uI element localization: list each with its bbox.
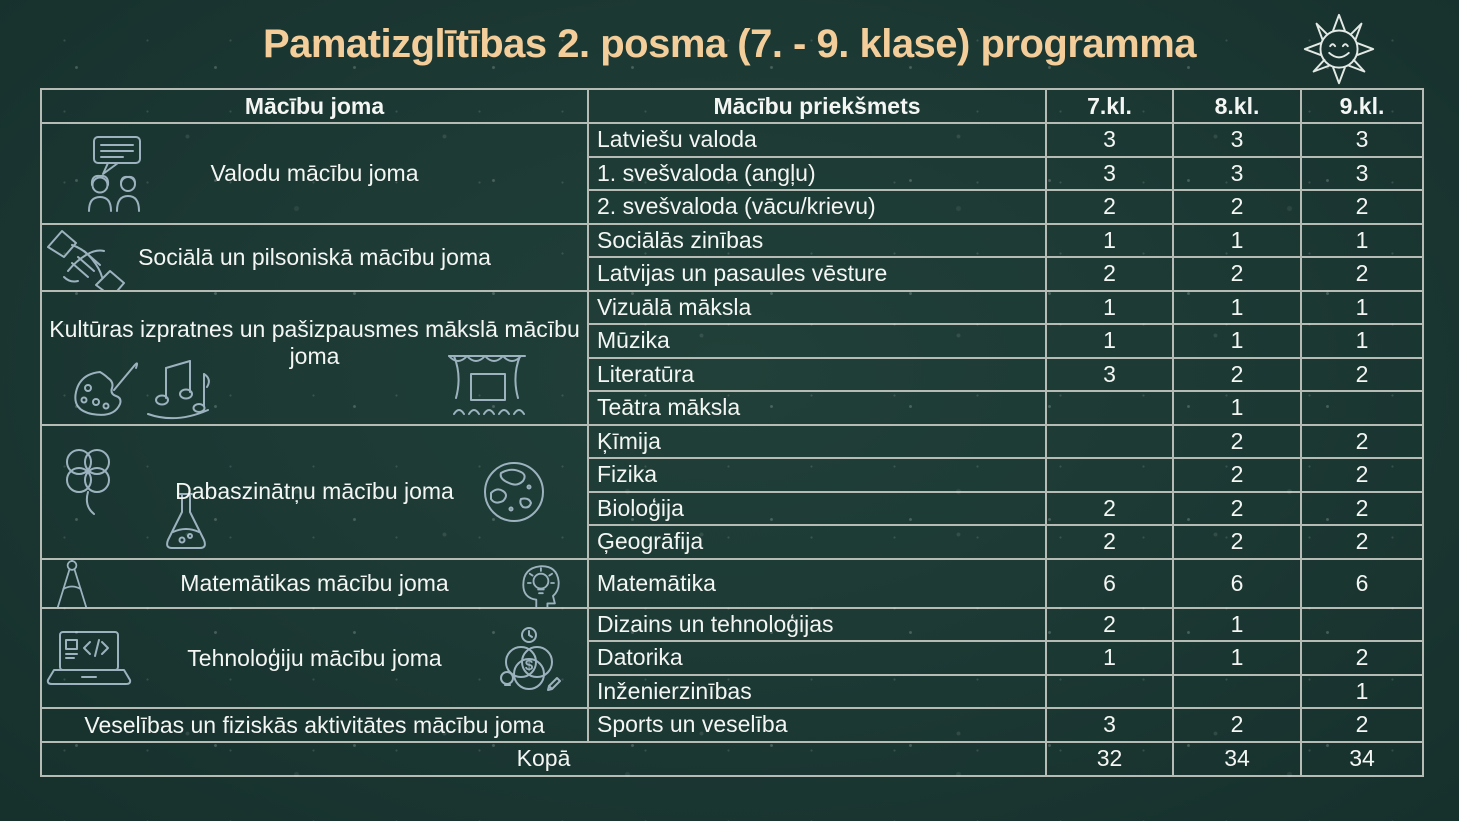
area-cell-tehnologiju (41, 608, 588, 709)
subject-cell: Sociālās zinības (588, 224, 1046, 258)
subject-cell: Dizains un tehnoloģijas (588, 608, 1046, 642)
area-label: Kultūras izpratnes un pašizpausmes mākslā mācību joma (49, 316, 580, 369)
grade8-cell: 1 (1173, 224, 1301, 258)
area-cell-sociala (41, 224, 588, 291)
grade8-cell: 2 (1173, 525, 1301, 559)
area-cell-kulturas (41, 291, 588, 425)
table-row (41, 708, 1423, 742)
grade8-cell: 2 (1173, 425, 1301, 459)
total-row (41, 742, 1423, 776)
table-row (41, 608, 1423, 642)
grade8-cell: 1 (1173, 391, 1301, 425)
total-grade8-cell: 34 (1173, 742, 1301, 776)
grade9-cell: 2 (1301, 190, 1423, 224)
grade9-cell: 6 (1301, 559, 1423, 608)
area-label: Tehnoloģiju mācību joma (187, 644, 442, 671)
grade8-cell: 1 (1173, 324, 1301, 358)
area-label: Matemātikas mācību joma (180, 569, 449, 596)
grade8-cell: 2 (1173, 492, 1301, 526)
grade7-cell: 3 (1046, 123, 1173, 157)
grade8-cell: 2 (1173, 458, 1301, 492)
area-label: Sociālā un pilsoniskā mācību joma (138, 243, 491, 270)
table-row (41, 224, 1423, 258)
grade9-cell (1301, 608, 1423, 642)
grade9-cell: 1 (1301, 224, 1423, 258)
grade8-cell: 2 (1173, 257, 1301, 291)
grade9-cell: 2 (1301, 257, 1423, 291)
grade8-cell: 1 (1173, 641, 1301, 675)
area-label: Veselības un fiziskās aktivitātes mācību joma (84, 711, 545, 738)
grade7-cell: 2 (1046, 190, 1173, 224)
grade8-cell: 1 (1173, 291, 1301, 325)
grade8-cell: 6 (1173, 559, 1301, 608)
grade9-cell: 3 (1301, 123, 1423, 157)
grade9-cell: 2 (1301, 358, 1423, 392)
grade9-cell: 2 (1301, 458, 1423, 492)
subject-cell: 2. svešvaloda (vācu/krievu) (588, 190, 1046, 224)
grade7-cell (1046, 391, 1173, 425)
svg-text:$: $ (524, 656, 534, 674)
grade7-cell (1046, 675, 1173, 709)
grade7-cell: 6 (1046, 559, 1173, 608)
subject-cell: Latvijas un pasaules vēsture (588, 257, 1046, 291)
area-cell-valodu (41, 123, 588, 224)
grade9-cell: 2 (1301, 525, 1423, 559)
grade9-cell: 2 (1301, 641, 1423, 675)
area-cell-dabaszinatnu (41, 425, 588, 559)
grade7-cell: 3 (1046, 358, 1173, 392)
grade9-cell: 1 (1301, 324, 1423, 358)
grade8-cell: 2 (1173, 190, 1301, 224)
table-row (41, 291, 1423, 325)
total-label-cell: Kopā (41, 742, 1046, 776)
curriculum-table (40, 88, 1424, 777)
subject-cell: Ķīmija (588, 425, 1046, 459)
table-row (41, 425, 1423, 459)
grade8-cell: 3 (1173, 157, 1301, 191)
subject-cell: Teātra māksla (588, 391, 1046, 425)
grade7-cell: 2 (1046, 608, 1173, 642)
grade8-cell: 1 (1173, 608, 1301, 642)
grade7-cell: 1 (1046, 324, 1173, 358)
subject-cell: Mūzika (588, 324, 1046, 358)
grade7-cell (1046, 458, 1173, 492)
header-grade9: 9.kl. (1301, 89, 1423, 123)
grade9-cell: 1 (1301, 291, 1423, 325)
subject-cell: Ģeogrāfija (588, 525, 1046, 559)
subject-cell: Inženierzinības (588, 675, 1046, 709)
header-grade7: 7.kl. (1046, 89, 1173, 123)
grade8-cell: 3 (1173, 123, 1301, 157)
subject-cell: 1. svešvaloda (angļu) (588, 157, 1046, 191)
area-label: Dabaszinātņu mācību joma (175, 478, 454, 505)
grade9-cell: 1 (1301, 675, 1423, 709)
area-cell-matematikas (41, 559, 588, 608)
header-subject: Mācību priekšmets (588, 89, 1046, 123)
total-grade9-cell: 34 (1301, 742, 1423, 776)
grade7-cell: 1 (1046, 291, 1173, 325)
page-title: Pamatizglītības 2. posma (7. - 9. klase) programma (262, 22, 1197, 66)
subject-cell: Fizika (588, 458, 1046, 492)
subject-cell: Latviešu valoda (588, 123, 1046, 157)
grade9-cell: 3 (1301, 157, 1423, 191)
sun-smiley-icon (1298, 10, 1380, 92)
grade9-cell: 2 (1301, 425, 1423, 459)
grade8-cell: 2 (1173, 358, 1301, 392)
subject-cell: Datorika (588, 641, 1046, 675)
subject-cell: Vizuālā māksla (588, 291, 1046, 325)
table-row (41, 123, 1423, 157)
grade9-cell (1301, 391, 1423, 425)
total-grade7-cell: 32 (1046, 742, 1173, 776)
grade9-cell: 2 (1301, 492, 1423, 526)
subject-cell: Sports un veselība (588, 708, 1046, 742)
grade7-cell: 3 (1046, 157, 1173, 191)
grade7-cell: 2 (1046, 525, 1173, 559)
subject-cell: Literatūra (588, 358, 1046, 392)
grade7-cell: 3 (1046, 708, 1173, 742)
subject-cell: Bioloģija (588, 492, 1046, 526)
grade8-cell: 2 (1173, 708, 1301, 742)
grade8-cell (1173, 675, 1301, 709)
area-label: Valodu mācību joma (210, 160, 419, 187)
grade7-cell: 2 (1046, 257, 1173, 291)
grade7-cell (1046, 425, 1173, 459)
subject-cell: Matemātika (588, 559, 1046, 608)
grade9-cell: 2 (1301, 708, 1423, 742)
grade7-cell: 2 (1046, 492, 1173, 526)
header-area: Mācību joma (41, 89, 588, 123)
header-row (41, 89, 1423, 123)
header-grade8: 8.kl. (1173, 89, 1301, 123)
table-row (41, 559, 1423, 608)
grade7-cell: 1 (1046, 641, 1173, 675)
grade7-cell: 1 (1046, 224, 1173, 258)
area-cell-veselibas (41, 708, 588, 742)
